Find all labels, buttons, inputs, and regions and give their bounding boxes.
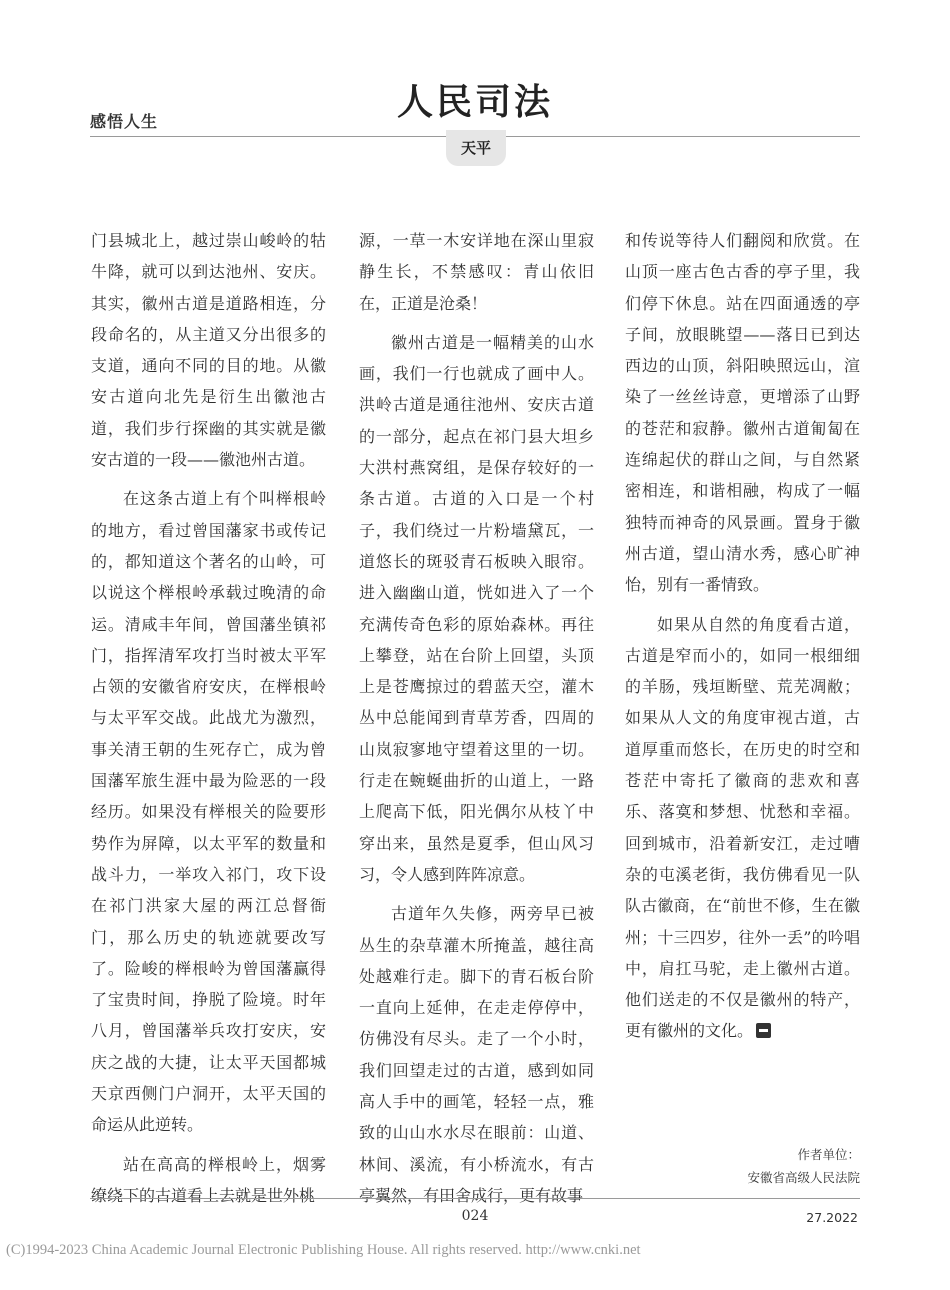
paragraph: 和传说等待人们翻阅和欣赏。在山顶一座古色古香的亭子里，我们停下休息。站在四面通透的亭子间，放眼眺望——落日已到达西边的山顶，斜阳映照远山，渲染了一丝丝诗意，更增添了山野的苍茫和寂静。徽州古道匍匐在连绵起伏的群山之间，与自然紧密相连，和谐相融，构成了一幅独特而神奇的风景画。置身于徽州古道，望山清水秀，感心旷神怡，别有一番情致。 xyxy=(625,231,860,595)
journal-masthead: 人民司法 xyxy=(396,81,553,123)
paragraph: 古道年久失修，两旁早已被丛生的杂草灌木所掩盖，越往高处越难行走。脚下的青石板台阶一直向上延伸，在走走停停中，仿佛没有尽头。走了一个小时，我们回望走过的古道，感到如同高人手中的画笔，轻轻一点，雅致的山山水水尽在眼前：山道、林间、溪流，有小桥流水，有古亭翼然，有田舍成行，更有故事 xyxy=(359,904,594,1205)
paragraph: 源，一草一木安详地在深山里寂静生长，不禁感叹：青山依旧在，正道是沧桑！ xyxy=(359,231,594,313)
text-column-2 xyxy=(359,225,594,1211)
section-label: 感悟人生 xyxy=(90,112,159,131)
footer-rule xyxy=(90,1198,860,1199)
text-column-3 xyxy=(625,225,860,1047)
text-column-1 xyxy=(91,225,326,1211)
page-number: 024 xyxy=(461,1208,489,1224)
paragraph-text: 如果从自然的角度看古道，古道是窄而小的，如同一根细细的羊肠，残垣断壁、荒芜凋敝；如果从人文的角度审视古道，古道厚重而悠长，在历史的时空和苍茫中寄托了徽商的悲欢和喜乐、落寞和梦想、忧愁和幸福。回到城市，沿着新安江，走过嘈杂的屯溪老街，我仿佛看见一队队古徽商，在“前世不修，生在徽州；十三四岁，往外一丢”的吟唱中，肩扛马驼，走上徽州古道。他们送走的不仅是徽州的特产，更有徽州的文化。 xyxy=(625,614,860,1041)
paragraph: 在这条古道上有个叫榉根岭的地方，看过曾国藩家书或传记的，都知道这个著名的山岭，可以说这个榉根岭承载过晚清的命运。清咸丰年间，曾国藩坐镇祁门，指挥清军攻打当时被太平军占领的安徽省府安庆，在榉根岭与太平军交战。此战尤为激烈，事关清王朝的生死存亡，成为曾国藩军旅生涯中最为险恶的一段经历。如果没有榉根关的险要形势作为屏障，以太平军的数量和战斗力，一举攻入祁门，攻下设在祁门洪家大屋的两江总督衙门，那么历史的轨迹就要改写了。险峻的榉根岭为曾国藩赢得了宝贵时间，挣脱了险境。时年八月，曾国藩举兵攻打安庆，安庆之战的大捷，让太平天国都城天京西侧门户洞开，太平天国的命运从此逆转。 xyxy=(91,489,326,1135)
paragraph: 门县城北上，越过崇山峻岭的牯牛降，就可以到达池州、安庆。其实，徽州古道是道路相连，分段命名的，从主道又分出很多的支道，通向不同的目的地。从徽安古道向北先是衍生出徽池古道，我们步行探幽的其实就是徽安古道的一段——徽池州古道。 xyxy=(91,231,326,470)
paragraph xyxy=(625,609,860,1047)
paragraph: 徽州古道是一幅精美的山水画，我们一行也就成了画中人。洪岭古道是通往池州、安庆古道的一部分，起点在祁门县大坦乡大洪村燕窝组，是保存较好的一条古道。古道的入口是一个村子，我们绕过一片粉墙黛瓦，一道悠长的斑驳青石板映入眼帘。进入幽幽山道，恍如进入了一个充满传奇色彩的原始森林。再往上攀登，站在台阶上回望，头顶上是苍鹰掠过的碧蓝天空，灌木丛中总能闻到青草芳香，四周的山岚寂寥地守望着这里的一切。行走在蜿蜒曲折的山道上，一路上爬高下低，阳光偶尔从枝丫中穿出来，虽然是夏季，但山风习习，令人感到阵阵凉意。 xyxy=(359,332,594,884)
affiliation-label: 作者单位： xyxy=(797,1147,860,1162)
author-name: 天平 xyxy=(460,139,491,157)
issue-number: 27.2022 xyxy=(806,1210,858,1225)
end-mark-icon xyxy=(756,1023,771,1038)
author-affiliation xyxy=(747,1143,860,1189)
affiliation-org: 安徽省高级人民法院 xyxy=(747,1170,860,1185)
author-badge xyxy=(446,130,506,166)
copyright-line: (C)1994-2023 China Academic Journal Electronic Publishing House. All rights reserved. http://www.cnki.net xyxy=(6,1242,641,1258)
paragraph: 站在高高的榉根岭上，烟雾缭绕下的古道看上去就是世外桃 xyxy=(91,1154,326,1205)
